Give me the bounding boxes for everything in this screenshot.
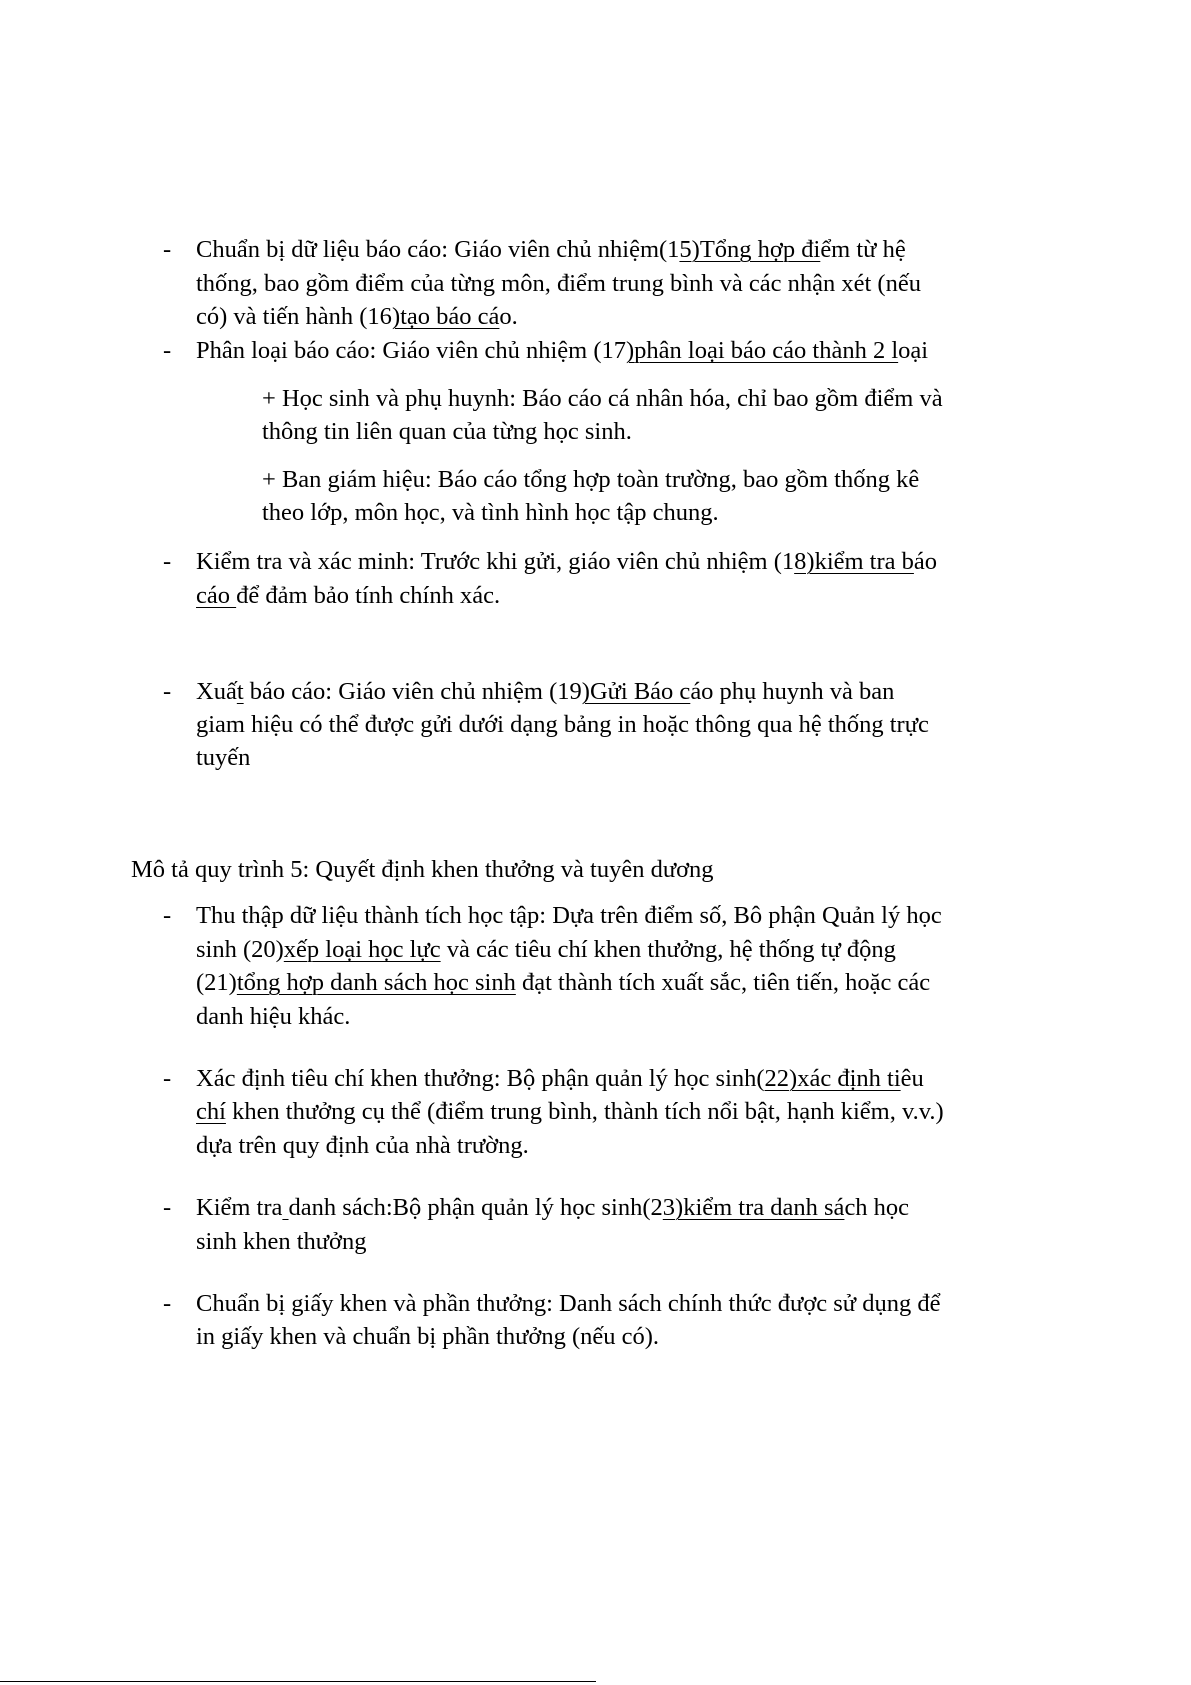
bullet-dash: - bbox=[163, 1194, 172, 1221]
underlined-step-17: )phân loại báo cáo thành 2 l bbox=[626, 337, 899, 364]
sub-item-board-line-2: theo lớp, môn học, và tình hình học tập chung. bbox=[262, 499, 719, 526]
bullet-verify-line-2: cáo để đảm bảo tính chính xác. bbox=[196, 582, 501, 609]
underlined-step-16: )tạo báo cá bbox=[391, 303, 500, 330]
bullet-verify-line-1: Kiểm tra và xác minh: Trước khi gửi, giáo viên chủ nhiệm (18)kiểm tra báo bbox=[196, 548, 938, 575]
underlined-step-23: 3)kiểm tra danh sá bbox=[662, 1194, 845, 1221]
bullet-dash: - bbox=[163, 236, 172, 263]
bullet-report-prep-line-2: thống, bao gồm điểm của từng môn, điểm trung bình và các nhận xét (nếu bbox=[196, 270, 921, 297]
underlined-step-19: )Gửi Báo c bbox=[581, 678, 691, 705]
bullet-collect-line-3: (21)tổng hợp danh sách học sinh đạt thành tích xuất sắc, tiên tiến, hoặc các bbox=[196, 969, 931, 996]
sub-item-students-parents-line-2: thông tin liên quan của từng học sinh. bbox=[262, 418, 632, 445]
bullet-check-list-line-2: sinh khen thưởng bbox=[196, 1228, 367, 1255]
bullet-certificates-line-1: Chuẩn bị giấy khen và phần thưởng: Danh sách chính thức được sử dụng để bbox=[196, 1290, 941, 1317]
bullet-certificates-line-2: in giấy khen và chuẩn bị phần thưởng (nếu có). bbox=[196, 1323, 660, 1350]
bullet-dash: - bbox=[163, 678, 172, 705]
underlined-step-20: xếp loại học lực bbox=[283, 936, 441, 963]
sub-item-board-line-1: + Ban giám hiệu: Báo cáo tổng hợp toàn trường, bao gồm thống kê bbox=[262, 466, 920, 493]
underlined-step-22: 22)xác định ti bbox=[764, 1065, 901, 1092]
bullet-collect-line-2: sinh (20)xếp loại học lực và các tiêu chí khen thưởng, hệ thống tự động bbox=[196, 936, 896, 963]
underlined-step-18: 8)kiểm tra b bbox=[794, 548, 914, 575]
bullet-report-prep-line-1: Chuẩn bị dữ liệu báo cáo: Giáo viên chủ nhiệm(15)Tổng hợp điểm từ hệ bbox=[196, 236, 906, 263]
bullet-dash: - bbox=[163, 337, 172, 364]
footnote-separator-line bbox=[0, 1681, 596, 1682]
bullet-criteria-line-3: dựa trên quy định của nhà trường. bbox=[196, 1132, 529, 1159]
bullet-export-line-2: giam hiệu có thể được gửi dưới dạng bảng in hoặc thông qua hệ thống trực bbox=[196, 711, 929, 738]
bullet-dash: - bbox=[163, 902, 172, 929]
bullet-collect-line-1: Thu thập dữ liệu thành tích học tập: Dựa trên điểm số, Bô phận Quản lý học bbox=[196, 902, 942, 929]
sub-item-students-parents-line-1: + Học sinh và phụ huynh: Báo cáo cá nhân hóa, chỉ bao gồm điểm và bbox=[262, 385, 943, 412]
bullet-dash: - bbox=[163, 1290, 172, 1317]
bullet-check-list-line-1: Kiểm tra danh sách:Bộ phận quản lý học sinh(23)kiểm tra danh sách học bbox=[196, 1194, 910, 1221]
bullet-dash: - bbox=[163, 1065, 172, 1092]
underlined-step-15: 5)Tổng hợp đi bbox=[679, 236, 821, 263]
bullet-dash: - bbox=[163, 548, 172, 575]
bullet-report-classify-line-1: Phân loại báo cáo: Giáo viên chủ nhiệm (17)phân loại báo cáo thành 2 loại bbox=[196, 337, 929, 364]
bullet-criteria-line-1: Xác định tiêu chí khen thưởng: Bộ phận quản lý học sinh(22)xác định tiêu bbox=[196, 1065, 924, 1092]
bullet-criteria-line-2: chí khen thưởng cụ thể (điểm trung bình, thành tích nổi bật, hạnh kiểm, v.v.) bbox=[196, 1098, 944, 1125]
section-heading: Mô tả quy trình 5: Quyết định khen thưởng và tuyên dương bbox=[131, 856, 714, 883]
bullet-export-line-1: Xuất báo cáo: Giáo viên chủ nhiệm (19)Gửi Báo cáo phụ huynh và ban bbox=[196, 678, 895, 705]
bullet-export-line-3: tuyến bbox=[196, 744, 251, 771]
underlined-step-21: tổng hợp danh sách học sinh bbox=[236, 969, 516, 996]
bullet-collect-line-4: danh hiệu khác. bbox=[196, 1003, 351, 1030]
bullet-report-prep-line-3: có) và tiến hành (16)tạo báo cáo. bbox=[196, 303, 518, 330]
